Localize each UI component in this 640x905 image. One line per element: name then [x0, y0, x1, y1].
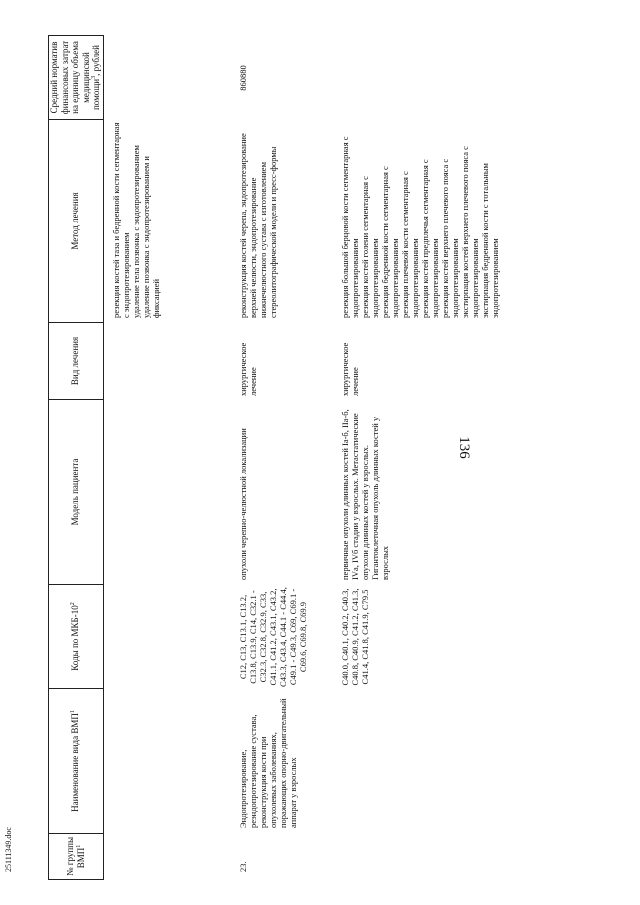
method-line: резекция плечевой кости сегментарная с эндопротезированием [400, 171, 420, 318]
header-vmp-name: Наименование вида ВМП$^1$ [70, 710, 81, 812]
row-23-sub2-codes: C40.0, C40.1, C40.2, C40.3, C40.8, C40.9, C41.2, C41.3, C41.4, C41.8, C41.9, C79.5 [340, 588, 370, 686]
col-rule-5 [48, 322, 103, 323]
col-rule-right [48, 35, 103, 36]
row-23-sub2-type: хирургическое лечение [340, 342, 360, 396]
header-patient-model: Модель пациента [70, 458, 81, 526]
document-footer: 25111349.doc [4, 827, 13, 872]
continued-method-cell [111, 122, 161, 318]
method-line: резекция костей предплечья сегментарная с эндопротезированием [420, 159, 440, 318]
page-number: 136 [455, 436, 472, 459]
row-23-sub2-model: первичные опухоли длинных костей Iа-б, IIа-б, IVа, IVб стадии у взрослых. Метастатические опухоли длинных костей у взрослых. Гигантоклеточная опухоль длинных костей у взрослых [340, 409, 390, 580]
col-rule-1 [48, 833, 103, 834]
method-line: экстирпация бедренной кости с тотальным эндопротезированием [480, 163, 500, 318]
method-line: резекция костей верхнего плечевого пояса с эндопротезированием [440, 158, 460, 318]
col-rule-2 [48, 688, 103, 689]
method-line: резекция костей таза и бедренной кости сегментарная с эндопротезированием [111, 122, 131, 318]
row-23-sub2-methods [340, 122, 500, 318]
method-line: резекция большой берцовой кости сегментарная с эндопротезированием [340, 136, 360, 318]
row-23-cost: 860880 [238, 65, 248, 91]
row-23-sub1-model: опухоли черепно-челюстной локализации [238, 428, 248, 580]
row-23-sub1-codes: C12, C13, C13.1, C13.2, C13.8, C13.9, C14, C32.1 - C32.3, C32.8, C32.9, C33, C41.1, C41.2, C43.1, C43.2, C43.3, C43.4, C44.1 - C44.4, C49.1 - C49.3, C69, C69.1 - C69.6, C69.8, C69.9 [238, 587, 308, 687]
rotated-page [40, 35, 605, 880]
header-bottom-rule [103, 35, 104, 880]
row-23-sub1-type: хирургическое лечение [238, 342, 258, 396]
method-line: удаление позвонка с эндопротезированием и фиксацией [141, 156, 161, 318]
header-average-cost: Средний норматив финансовых затрат на единицу объема медицинской помощи$^3$, рублей [49, 40, 102, 115]
header-treatment-method: Метод лечения [70, 192, 81, 250]
method-line: резекция бедренной кости сегментарная с эндопротезированием [380, 166, 400, 318]
method-line: экстирпация костей верхнего плечевого пояса с эндопротезированием [460, 146, 480, 318]
header-group-number: № группы ВМП$^1$ [65, 836, 86, 877]
treatment-table [40, 35, 605, 880]
col-rule-6 [48, 119, 103, 120]
header-icd-codes: Коды по МКБ-$10^2$ [70, 602, 81, 671]
method-line: удаление тела позвонка с эндопротезированием [131, 145, 141, 318]
row-23-vmp-name: Эндопротезирование, реэндопротезирование сустава, реконструкция кости при опухолевых заболеваниях, поражающих опорно-двигательный аппарат у взрослых [238, 698, 298, 828]
method-line: резекция костей голени сегментарная с эндопротезированием [360, 176, 380, 318]
row-23-number: 23. [238, 861, 248, 872]
header-treatment-type: Вид лечения [70, 336, 81, 386]
col-rule-left [48, 879, 103, 880]
col-rule-3 [48, 584, 103, 585]
row-23-sub1-method: реконструкция костей черепа, эндопротезирование верхней челюсти, эндопротезирование нижнечелюстного сустава с изготовлением стереолитографической модели и пресс-формы [238, 133, 278, 318]
col-rule-4 [48, 399, 103, 400]
